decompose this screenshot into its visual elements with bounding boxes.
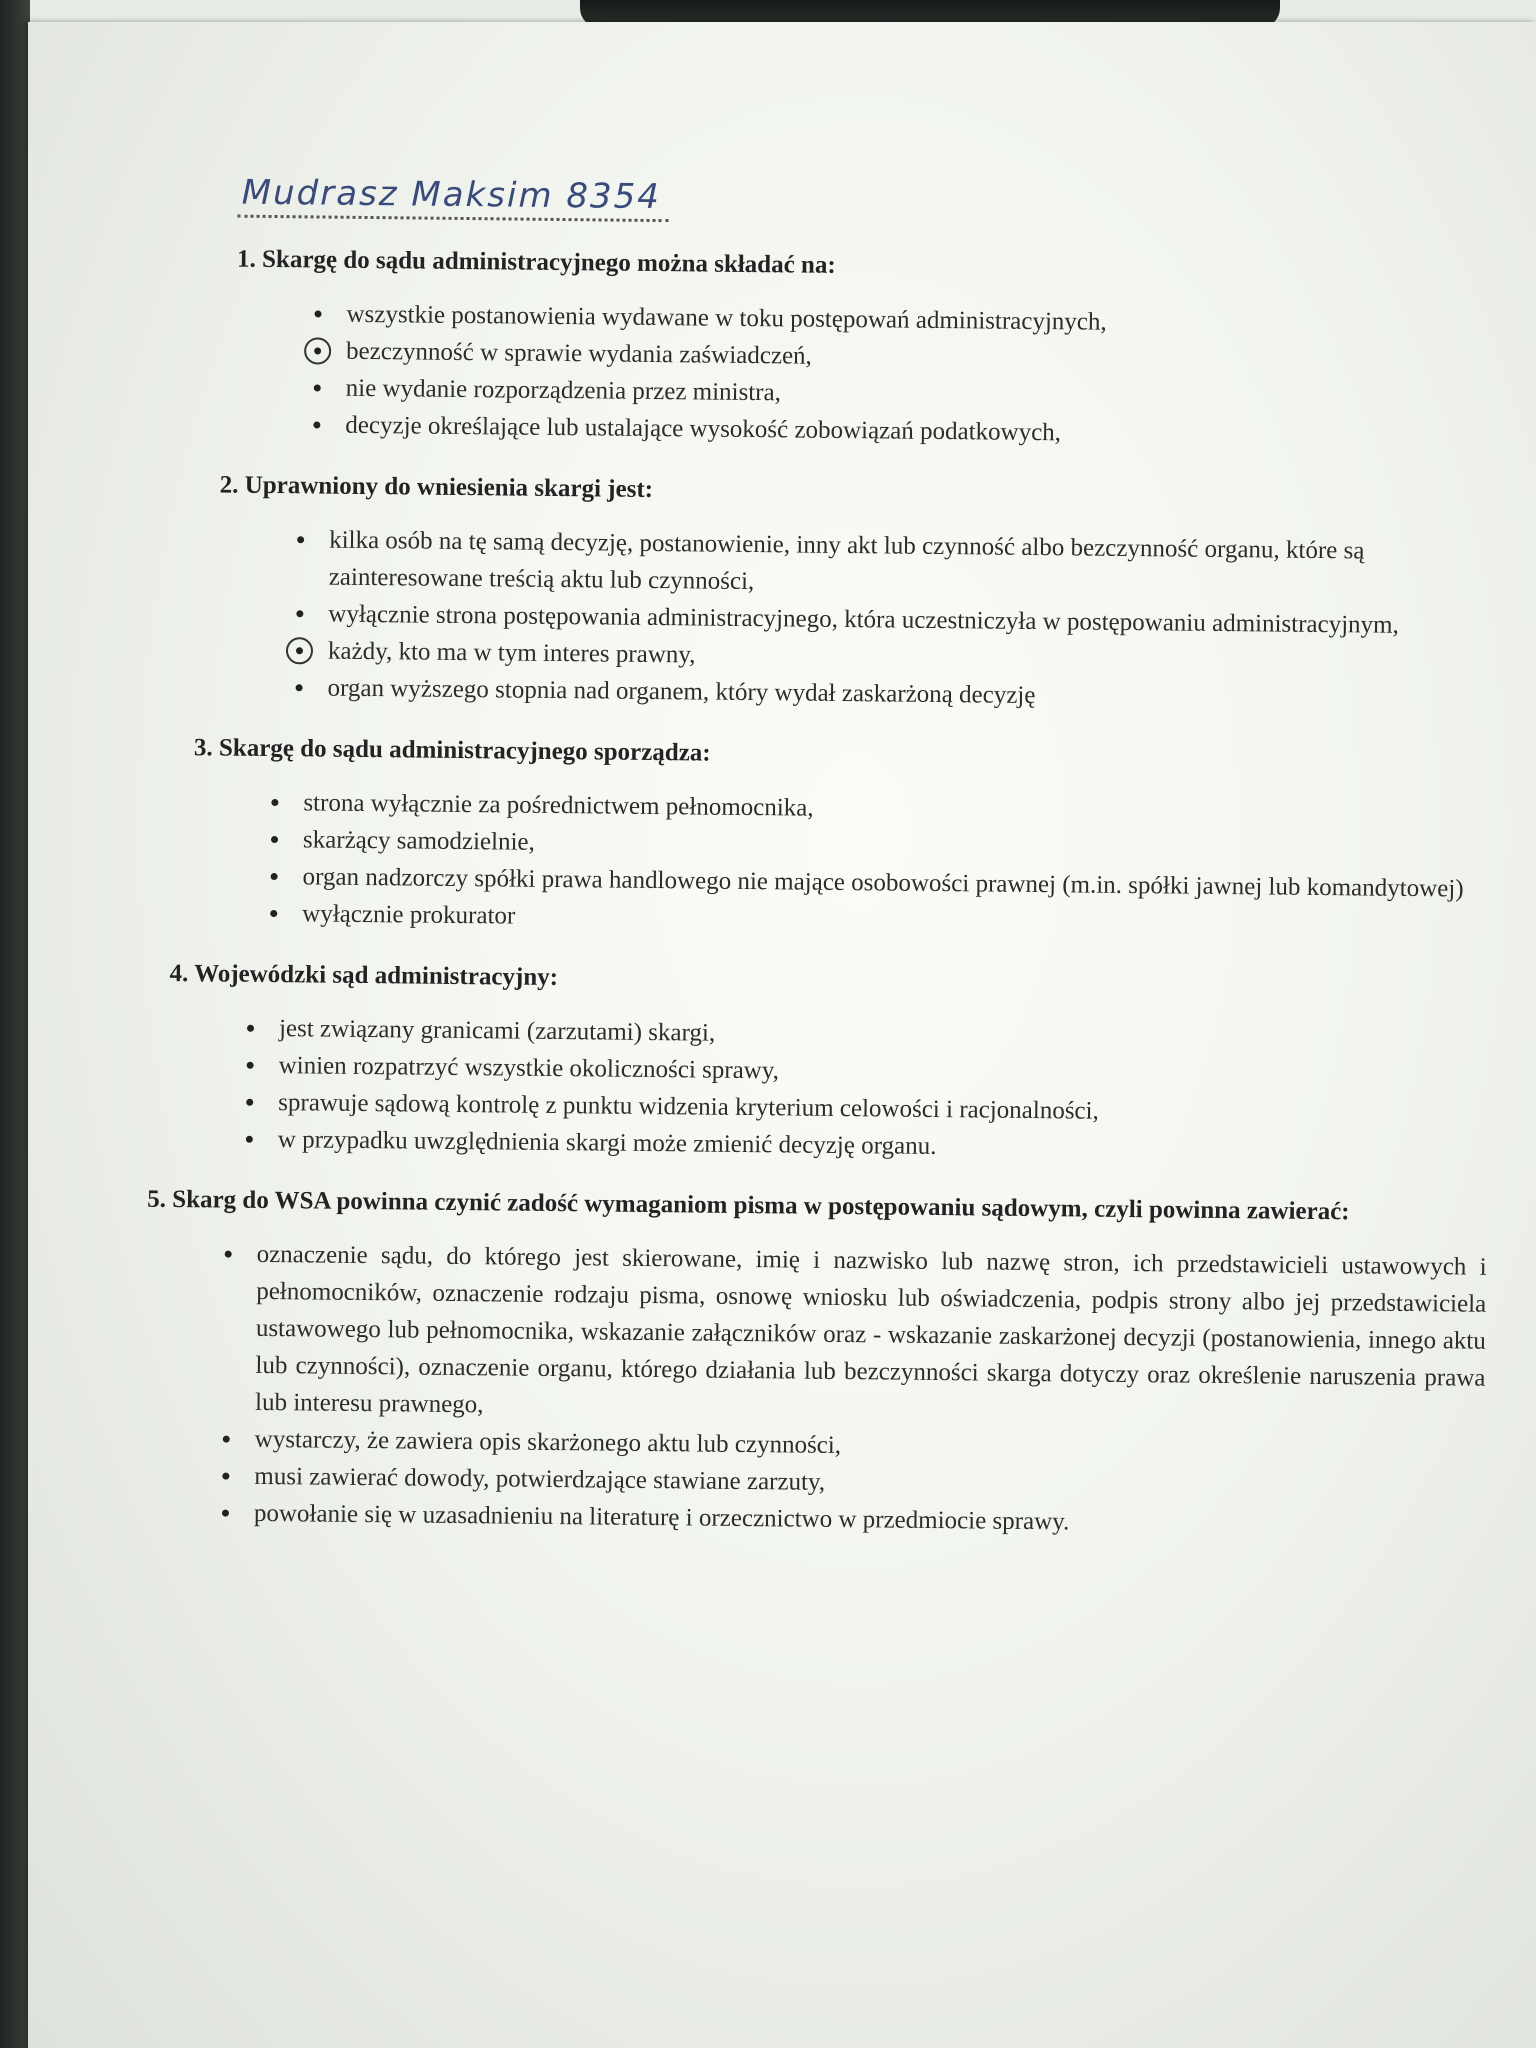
question-2-title: 2. Uprawniony do wniesienia skargi jest: [219,471,654,503]
answer-text: powołanie się w uzasadnieniu na literaturę i orzecznictwo w przedmiocie sprawy. [253,1499,1070,1536]
question-1-answers [235,295,1516,456]
bullet-icon [247,1062,254,1069]
answer-text: wyłącznie strona postępowania administracyjnego, która uczestniczyła w postępowaniu administracyjnym, [328,600,1399,639]
question-3-answers [192,783,1511,945]
answer-text: organ wyższego stopnia nad organem, który wydał zaskarżoną decyzję [327,674,1036,710]
answer-text: jest związany granicami (zarzutami) skargi, [278,1015,716,1047]
answer-text: oznaczenie sądu, do którego jest skierowane, imię i nazwisko lub nazwę stron, ich przedstawicieli ustawowych i pełnomocników, oznaczenie rodzaju pisma, osnowę wniosku lub oświadczenia, podpis strony albo jej przedstawiciela ustawowego lub pełnomocnika, wskazanie załączników oraz - wskazanie zaskarżonej decyzji (postanowienia, innego aktu lub czynności), oznaczenie organu, którego działania lub bezczynności skarga dotyczy oraz określenie naruszenia prawa lub interesu prawnego, [254,1240,1487,1419]
answer-text: organ nadzorczy spółki prawa handlowego nie mające osobowości prawnej (m.in. spółki jawnej lub komandytowej) [302,863,1464,903]
answer-text: kilka osób na tę samą decyzję, postanowienie, inny akt lub czynność albo bezczynność organu, które są zainteresowane treścią aktu lub czynności, [328,526,1365,596]
bullet-icon [296,684,303,691]
question-4-title: 4. Wojewódzki sąd administracyjny: [169,959,559,992]
question-2-answers [217,520,1514,719]
question-4-answers [168,1009,1509,1171]
answer-text: skarżący samodzielnie, [302,826,535,856]
answer-text: winien rozpatrzyć wszystkie okoliczności sprawy, [278,1052,780,1085]
bullet-icon [314,384,321,391]
question-5-answers [144,1235,1487,1545]
circled-bullet-icon [314,347,321,354]
answer-2a[interactable] [289,521,1515,608]
answer-text: wyłącznie prokurator [302,900,516,930]
circled-bullet-icon [296,647,303,654]
question-5-title: 5. Skarg do WSA powinna czynić zadość wymaganiom pisma w postępowaniu sądowym, czyli powinna zawierać: [147,1185,1350,1226]
answer-text: sprawuje sądową kontrolę z punktu widzenia kryterium celowości i racjonalności, [278,1089,1099,1125]
answer-text: wszystkie postanowienia wydawane w toku postępowań administracyjnych, [346,300,1107,336]
question-2 [217,468,1514,719]
bullet-icon [270,910,277,917]
bullet-icon [296,610,303,617]
bullet-icon [297,536,304,543]
answer-text: każdy, kto ma w tym interes prawny, [327,637,696,669]
bullet-icon [222,1473,229,1480]
bullet-icon [314,310,321,317]
answer-text: w przypadku uwzględnienia skargi może zmienić decyzję organu. [277,1126,937,1160]
bullet-icon [246,1136,253,1143]
bullet-icon [247,1025,254,1032]
bullet-icon [222,1510,229,1517]
bullet-icon [223,1436,230,1443]
question-4 [168,957,1510,1171]
exam-sheet [28,22,1536,2048]
answer-text: decyzje określające lub ustalające wysokość zobowiązań podatkowych, [345,411,1062,447]
question-3 [192,731,1512,945]
exam-content [147,172,1517,1571]
answer-text: nie wydanie rozporządzenia przez ministra, [345,374,782,407]
question-5 [144,1183,1488,1545]
answer-text: musi zawierać dowody, potwierdzające stawiane zarzuty, [254,1462,826,1496]
bullet-icon [246,1099,253,1106]
question-1-title: 1. Skargę do sądu administracyjnego można składać na: [236,245,836,279]
bullet-icon [271,799,278,806]
answer-text: strona wyłącznie za pośrednictwem pełnomocnika, [303,789,814,822]
bullet-icon [271,836,278,843]
question-3-title: 3. Skargę do sądu administracyjnego sporządza: [193,734,711,767]
student-header [237,173,1518,256]
bullet-icon [225,1251,232,1258]
bullet-icon [271,873,278,880]
student-name-handwritten: Mudrasz Maksim 8354 [238,173,670,223]
bullet-icon [313,421,320,428]
answer-text: bezczynność w sprawie wydania zaświadczeń, [345,337,813,370]
answer-text: wystarczy, że zawiera opis skarżonego aktu lub czynności, [254,1425,842,1460]
question-1 [235,243,1517,456]
answer-5a[interactable] [215,1235,1487,1433]
